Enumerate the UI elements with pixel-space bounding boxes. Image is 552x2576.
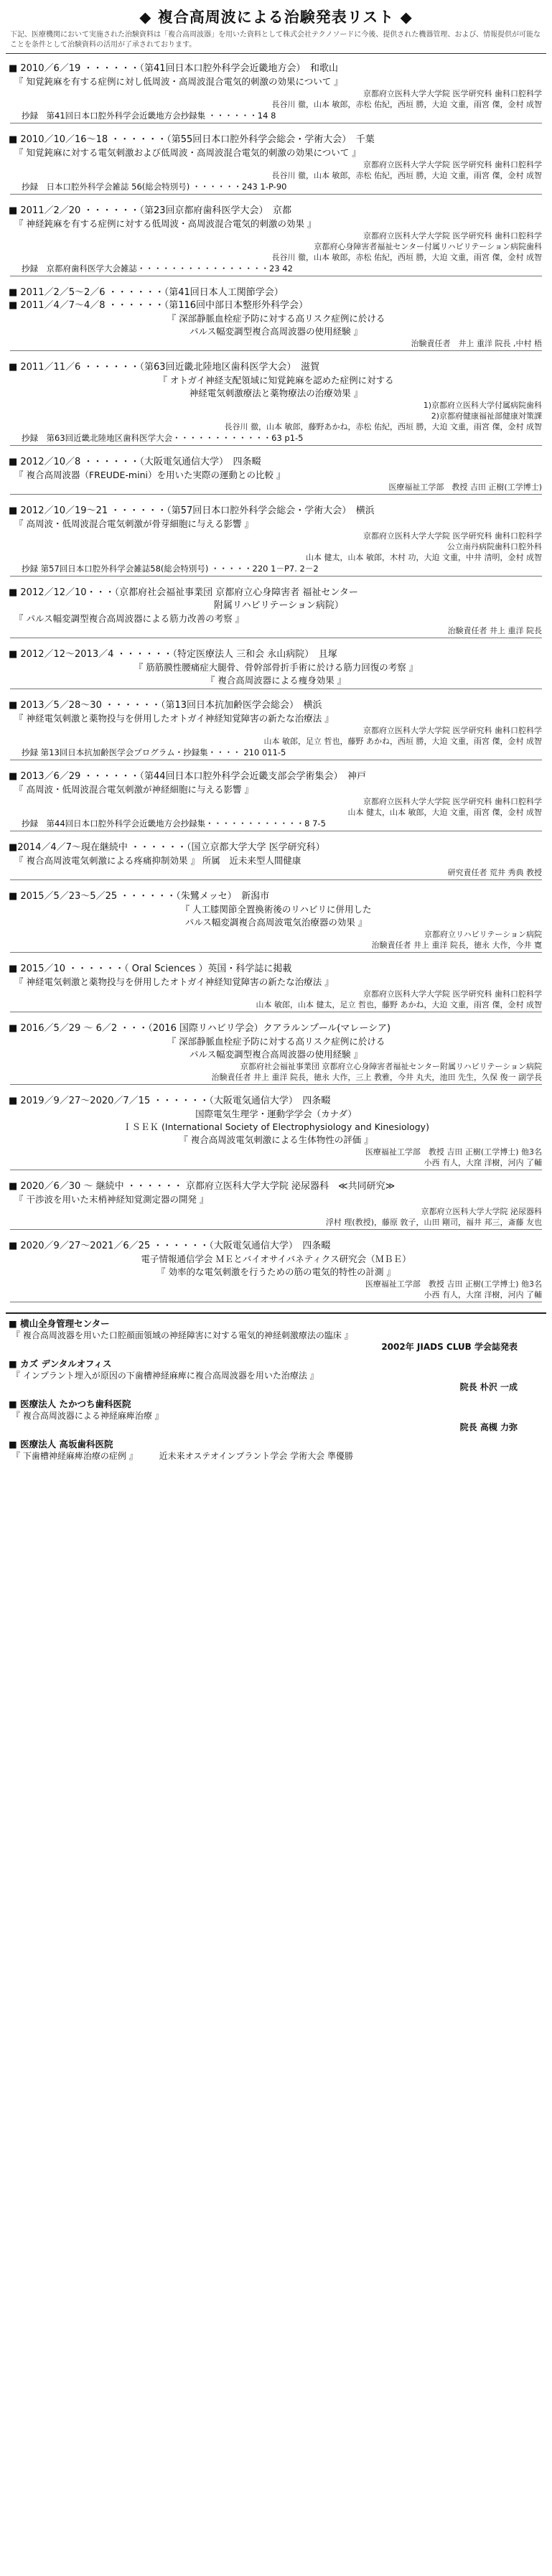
entry (6, 361, 546, 446)
clinic-name: ■ 医療法人 高坂歯科医院 (9, 1439, 113, 1450)
entry-title: ■ 2012／10／8 ・・・・・・（大阪電気通信大学） 四条畷 (9, 457, 261, 467)
entry-author-line: 長谷川 徹，山本 敏郎，赤松 佑紀，西垣 勝，大迫 文重，雨宮 傑，金村 成智 (271, 100, 542, 109)
entry-author-line: 京都府立医科大学大学院 医学研究科 歯科口腔科学 (363, 531, 542, 541)
entry-author-line: 山本 健太，山本 敏郎，大迫 文重，雨宮 傑，金村 成智 (347, 808, 542, 817)
entry-title: ■ 2011／2／5～2／6 ・・・・・・（第41回日本人工関節学会） ■ 2011／4／7～4／8 ・・・・・・（第116回中部日本整形外科学会） (9, 287, 309, 311)
entry-author-line: 長谷川 徹，山本 敏郎，藤野あかね，赤松 佑紀，西垣 勝，大迫 文重，雨宮 傑，金村 成智 (224, 422, 542, 431)
entry-list (6, 62, 546, 1302)
clinic-presenter: 2002年 JIADS CLUB 学会誌発表 (381, 1342, 518, 1352)
entry (6, 963, 546, 1012)
entry-divider (10, 445, 542, 446)
entry-topic: 『 知覚鈍麻を有する症例に対し低周波・高周波混合電気的刺激の効果について 』 (14, 76, 343, 87)
entry-title: ■ 2020／6／30 ～ 継続中 ・・・・・・ 京都府立医科大学大学院 泌尿器科 ≪共同研究≫ (9, 1181, 396, 1192)
entry-author-line: 医療福祉工学部 教授 吉田 正樹(工学博士) 他3名 (365, 1279, 542, 1289)
entry-author-line: 京都府立医科大学大学院 医学研究科 歯科口腔科学 (363, 797, 542, 806)
entry-title: ■ 2011／11／6 ・・・・・・（第63回近畿北陸地区歯科医学大会） 滋賀 (9, 362, 319, 373)
entry-abstract: 抄録 第57回日本口腔外科学会雑誌58(総会特別号) ・・・・・220 1－P7. 2－2 (22, 564, 319, 574)
clinic-topic: 『 下歯槽神経麻痺治療の症例 』 近未来オステオインプラント学会 学術大会 準優勝 (11, 1451, 354, 1461)
entry-title: ■ 2020／9／27～2021／6／25 ・・・・・・（大阪電気通信大学） 四条畷 (9, 1241, 331, 1251)
entry-abstract: 抄録 第41回日本口腔外科学会近畿地方会抄録集 ・・・・・・14 8 (22, 111, 276, 121)
entry-abstract: 抄録 京都府歯科医学大会雑誌・・・・・・・・・・・・・・・・23 42 (22, 263, 293, 274)
entry-topic: 『 干渉波を用いた末梢神経知覚測定器の開発 』 (14, 1194, 209, 1205)
entry-author-line: 京都府立医科大学大学院 医学研究科 歯科口腔科学 (363, 726, 542, 735)
clinic-name: ■ カズ デンタルオフィス (9, 1358, 112, 1369)
entry-divider (10, 1084, 542, 1085)
entry-author-line: 治験責任者 井上 重洋 院長，徳永 大作，今井 寛 (371, 941, 542, 950)
entry-topic: 『 深部静脈血栓症予防に対する高リスク症例に於ける パルス幅変調型複合高周波器の使用経験 』 (167, 1036, 385, 1060)
entry-title: ■ 2013／5／28～30 ・・・・・・（第13回日本抗加齢医学会総会） 横浜 (9, 700, 322, 711)
entry-author-line: 治験責任者 井上 重洋 院長，徳永 大作，三上 教雅，今井 丸夫，池田 先生，久保 俊一 副学長 (211, 1073, 542, 1082)
entry-title: ■ 2012／10／19～21 ・・・・・・（第57回日本口腔外科学会総会・学術大会） 横浜 (9, 505, 375, 516)
entry-title: ■ 2015／5／23～5／25 ・・・・・・（朱鷺メッセ） 新潟市 (9, 891, 270, 902)
entry-topic: 『 神経鈍麻を有する症例に対する低周波・高周波混合電気的刺激の効果 』 (14, 218, 317, 229)
entry-author-line: 京都府立医科大学大学院 医学研究科 歯科口腔科学 (363, 160, 542, 169)
entry (6, 1022, 546, 1085)
entry (6, 286, 546, 351)
clinic-entry (6, 1399, 546, 1433)
entry (6, 587, 546, 638)
entry (6, 648, 546, 689)
entry (6, 505, 546, 577)
entry-topic: 国際電気生理学・運動学学会（カナダ） ＩＳＥＫ (International Society of Electrophysiology and Kinesiology) 『 複合高周波電気刺激による生体物性の評価 』 (123, 1109, 429, 1145)
entry-author-line: 治験責任者 井上 重洋 院長 (447, 626, 542, 635)
page (6, 0, 546, 1472)
entry-topic: 『 筋筋膜性腰痛症大腿骨、骨幹部骨折手術に於ける筋力回復の考察 』 『 複合高周波器による痩身効果 』 (134, 662, 418, 686)
entry-author-line: 1)京都府立医科大学付属病院歯科 (423, 401, 542, 410)
entry-author-line: 浮村 理(教授)，藤原 敦子，山田 剛司，福井 邦三，斎藤 友也 (325, 1218, 542, 1227)
entry-topic: 『 知覚鈍麻に対する電気刺激および低周波・高周波混合電気的刺激の効果について 』 (14, 147, 361, 158)
entry-topic: 『 深部静脈血栓症予防に対する高リスク症例に於ける パルス幅変調型複合高周波器の使用経験 』 (167, 313, 385, 337)
entry-author-line: 治験責任者 井上 重洋 院長 ,中村 梧 (411, 339, 542, 348)
entry-author-line: 京都府立医科大学大学院 医学研究科 歯科口腔科学 (363, 89, 542, 98)
entry (6, 205, 546, 276)
entry-topic: 『 高周波・低周波混合電気刺激が神経細胞に与える影響 』 (14, 784, 253, 795)
entry-topic: 『 オトガイ神経支配領域に知覚鈍麻を認めた症例に対する 神経電気刺激療法と薬物療法の治療効果 』 (158, 375, 394, 398)
entry-title: ■ 2010／6／19 ・・・・・・（第41回日本口腔外科学会近畿地方会） 和歌山 (9, 63, 338, 74)
entry-title: ■ 2013／6／29 ・・・・・・（第44回日本口腔外科学会近畿支部会学術集会） 神戸 (9, 771, 366, 782)
entry-abstract: 抄録 第44回日本口腔外科学会近畿地方会抄録集・・・・・・・・・・・・8 7-5 (22, 818, 326, 829)
entry-abstract: 抄録 第13回日本抗加齢医学会プログラム・抄録集・・・・ 210 011-5 (22, 747, 286, 757)
entry (6, 134, 546, 195)
entry-author-line: 研究責任者 荒井 秀典 教授 (447, 868, 542, 877)
entry-author-line: 京都府立医科大学大学院 医学研究科 歯科口腔科学 (363, 231, 542, 241)
entry-topic: 電子情報通信学会 ＭＥとバイオサイバネティクス研究会（ＭＢＥ） 『 効率的な電気刺激を行うための筋の電気的特性の計測 』 (141, 1254, 411, 1277)
entry-author-line: 医療福祉工学部 教授 吉田 正樹(工学博士) (388, 482, 542, 492)
entry (6, 699, 546, 760)
extra-list (6, 1312, 546, 1462)
entry-topic: 『 複合高周波電気刺激による疼痛抑制効果 』 所属 近未来型人間健康 (14, 855, 301, 866)
entry-divider (10, 1229, 542, 1230)
entry-divider (10, 879, 542, 880)
entry-author-line: 京都府立リハビリテーション病院 (424, 930, 542, 939)
entry-title: ■2014／4／7～現在継続中 ・・・・・・（国立京都大学大学 医学研究科） (9, 842, 325, 853)
entry-title: ■ 2010／10／16～18 ・・・・・・（第55回日本口腔外科学会総会・学術大会） 千葉 (9, 134, 375, 145)
entry-title: ■ 2012／12～2013／4 ・・・・・・（特定医療法人 三和会 永山病院） 且塚 (9, 649, 337, 660)
entry-title: ■ 2012／12／10・・・（京都府社会福祉事業団 京都府立心身障害者 福祉センター 附属リハビリテーション病院） (9, 587, 358, 611)
entry-title: ■ 2019／9／27～2020／7／15 ・・・・・・（大阪電気通信大学） 四条畷 (9, 1096, 331, 1106)
page-title: ◆ 複合高周波による治験発表リスト ◆ (139, 9, 413, 26)
entry (6, 456, 546, 495)
entry-author-line: 京都府心身障害者福祉センター付属リハビリテーション病院歯科 (314, 242, 542, 251)
clinic-topic: 『 複合高周波器を用いた口腔顔面領域の神経障害に対する電気的神経刺激療法の臨床 』 (11, 1330, 353, 1340)
entry-author-line: 小西 有人，大窪 洋樹，河内 了輔 (424, 1290, 542, 1299)
entry (6, 1180, 546, 1230)
clinic-entry (6, 1439, 546, 1462)
entry-author-line: 小西 有人，大窪 洋樹，河内 了輔 (424, 1158, 542, 1167)
clinic-topic: 『 複合高周波器による神経麻痺治療 』 (11, 1411, 164, 1421)
intro-text: 下記、医療機関において実施された治験資料は「複合高周波器」を用いた資料として株式会社テクノソードに今後、提供された機器管理、および、情報提供が可能なことを条件として治験資料の活用が了承されております。 (6, 30, 546, 54)
entry-divider (10, 952, 542, 953)
entry-topic: 『 複合高周波器（FREUDE-mini）を用いた実際の運動との比較 』 (14, 470, 286, 480)
clinic-presenter: 院長 高槻 力弥 (459, 1422, 518, 1432)
entry-author-line: 山本 敏郎，山本 健太，足立 哲也，藤野 あかね，大迫 文重，雨宮 傑，金村 成智 (256, 1000, 542, 1009)
entry (6, 770, 546, 831)
clinic-name: ■ 医療法人 たかつち歯科医院 (9, 1399, 131, 1409)
entry-author-line: 長谷川 徹，山本 敏郎，赤松 佑紀，西垣 勝，大迫 文重，雨宮 傑，金村 成智 (271, 253, 542, 262)
entry (6, 62, 546, 123)
entry-author-line: 2)京都府健康福祉部健康対策課 (431, 411, 542, 421)
entry-author-line: 長谷川 徹，山本 敏郎，赤松 佑紀，西垣 勝，大迫 文重，雨宮 傑，金村 成智 (271, 171, 542, 180)
entry-author-line: 山本 健太，山本 敏郎，木村 功，大迫 文重，中井 清明，金村 成智 (306, 553, 542, 562)
entry-topic: 『 神経電気刺激と薬物投与を併用したオトガイ神経知覚障害の新たな治療法 』 (14, 976, 334, 987)
entry-topic: 『 高周波・低周波混合電気刺激が骨芽細胞に与える影響 』 (14, 518, 253, 529)
entry-author-line: 京都府立医科大学大学院 医学研究科 歯科口腔科学 (363, 989, 542, 999)
entry-author-line: 山本 敏郎，足立 哲也，藤野 あかね，西垣 勝，大迫 文重，雨宮 傑，金村 成智 (263, 737, 542, 746)
entry-abstract: 抄録 第63回近畿北陸地区歯科医学大会・・・・・・・・・・・・63 p1-5 (22, 433, 304, 443)
entry-title: ■ 2015／10 ・・・・・・（ Oral Sciences ）英国・科学誌に掲載 (9, 963, 292, 974)
entry-author-line: 公立南丹病院歯科口腔外科 (447, 542, 542, 551)
clinic-entry (6, 1318, 546, 1353)
entry-divider (10, 576, 542, 577)
clinic-presenter: 院長 朴沢 一成 (459, 1382, 518, 1392)
entry-topic: 『 神経電気刺激と薬物投与を併用したオトガイ神経知覚障害の新たな治療法 』 (14, 713, 334, 724)
entry-title: ■ 2011／2／20 ・・・・・・（第23回京都府歯科医学大会） 京都 (9, 205, 291, 216)
entry (6, 890, 546, 953)
entry-divider (10, 194, 542, 195)
entry (6, 1240, 546, 1302)
entry-abstract: 抄録 日本口腔外科学会雑誌 56(総会特別号) ・・・・・・243 1-P-90 (22, 182, 287, 192)
clinic-entry (6, 1358, 546, 1393)
entry-author-line: 京都府立医科大学大学院 泌尿器科 (421, 1207, 542, 1216)
entry-author-line: 京都府社会福祉事業団 京都府立心身障害者福祉センター附属リハビリテーション病院 (240, 1062, 542, 1071)
clinic-topic: 『 インプラント埋入が原因の下歯槽神経麻痺に複合高周波器を用いた治療法 』 (11, 1371, 319, 1381)
entry (6, 841, 546, 880)
entry-author-line: 医療福祉工学部 教授 吉田 正樹(工学博士) 他3名 (365, 1147, 542, 1157)
entry-topic: 『 人工膝関節全置換術後のリハビリに併用した パルス幅変調複合高周波電気治療器の効果 』 (180, 904, 372, 928)
entry-divider (10, 494, 542, 495)
entry (6, 1095, 546, 1170)
entry-divider (10, 350, 542, 351)
entry-title: ■ 2016／5／29 ～ 6／2 ・・・（2016 国際リハビリ学会）クアラルンプール(マレーシア) (9, 1023, 391, 1034)
clinic-name: ■ 横山全身管理センター (9, 1318, 110, 1329)
entry-topic: 『 パルス幅変調型複合高周波器による筋力改善の考察 』 (14, 613, 245, 624)
